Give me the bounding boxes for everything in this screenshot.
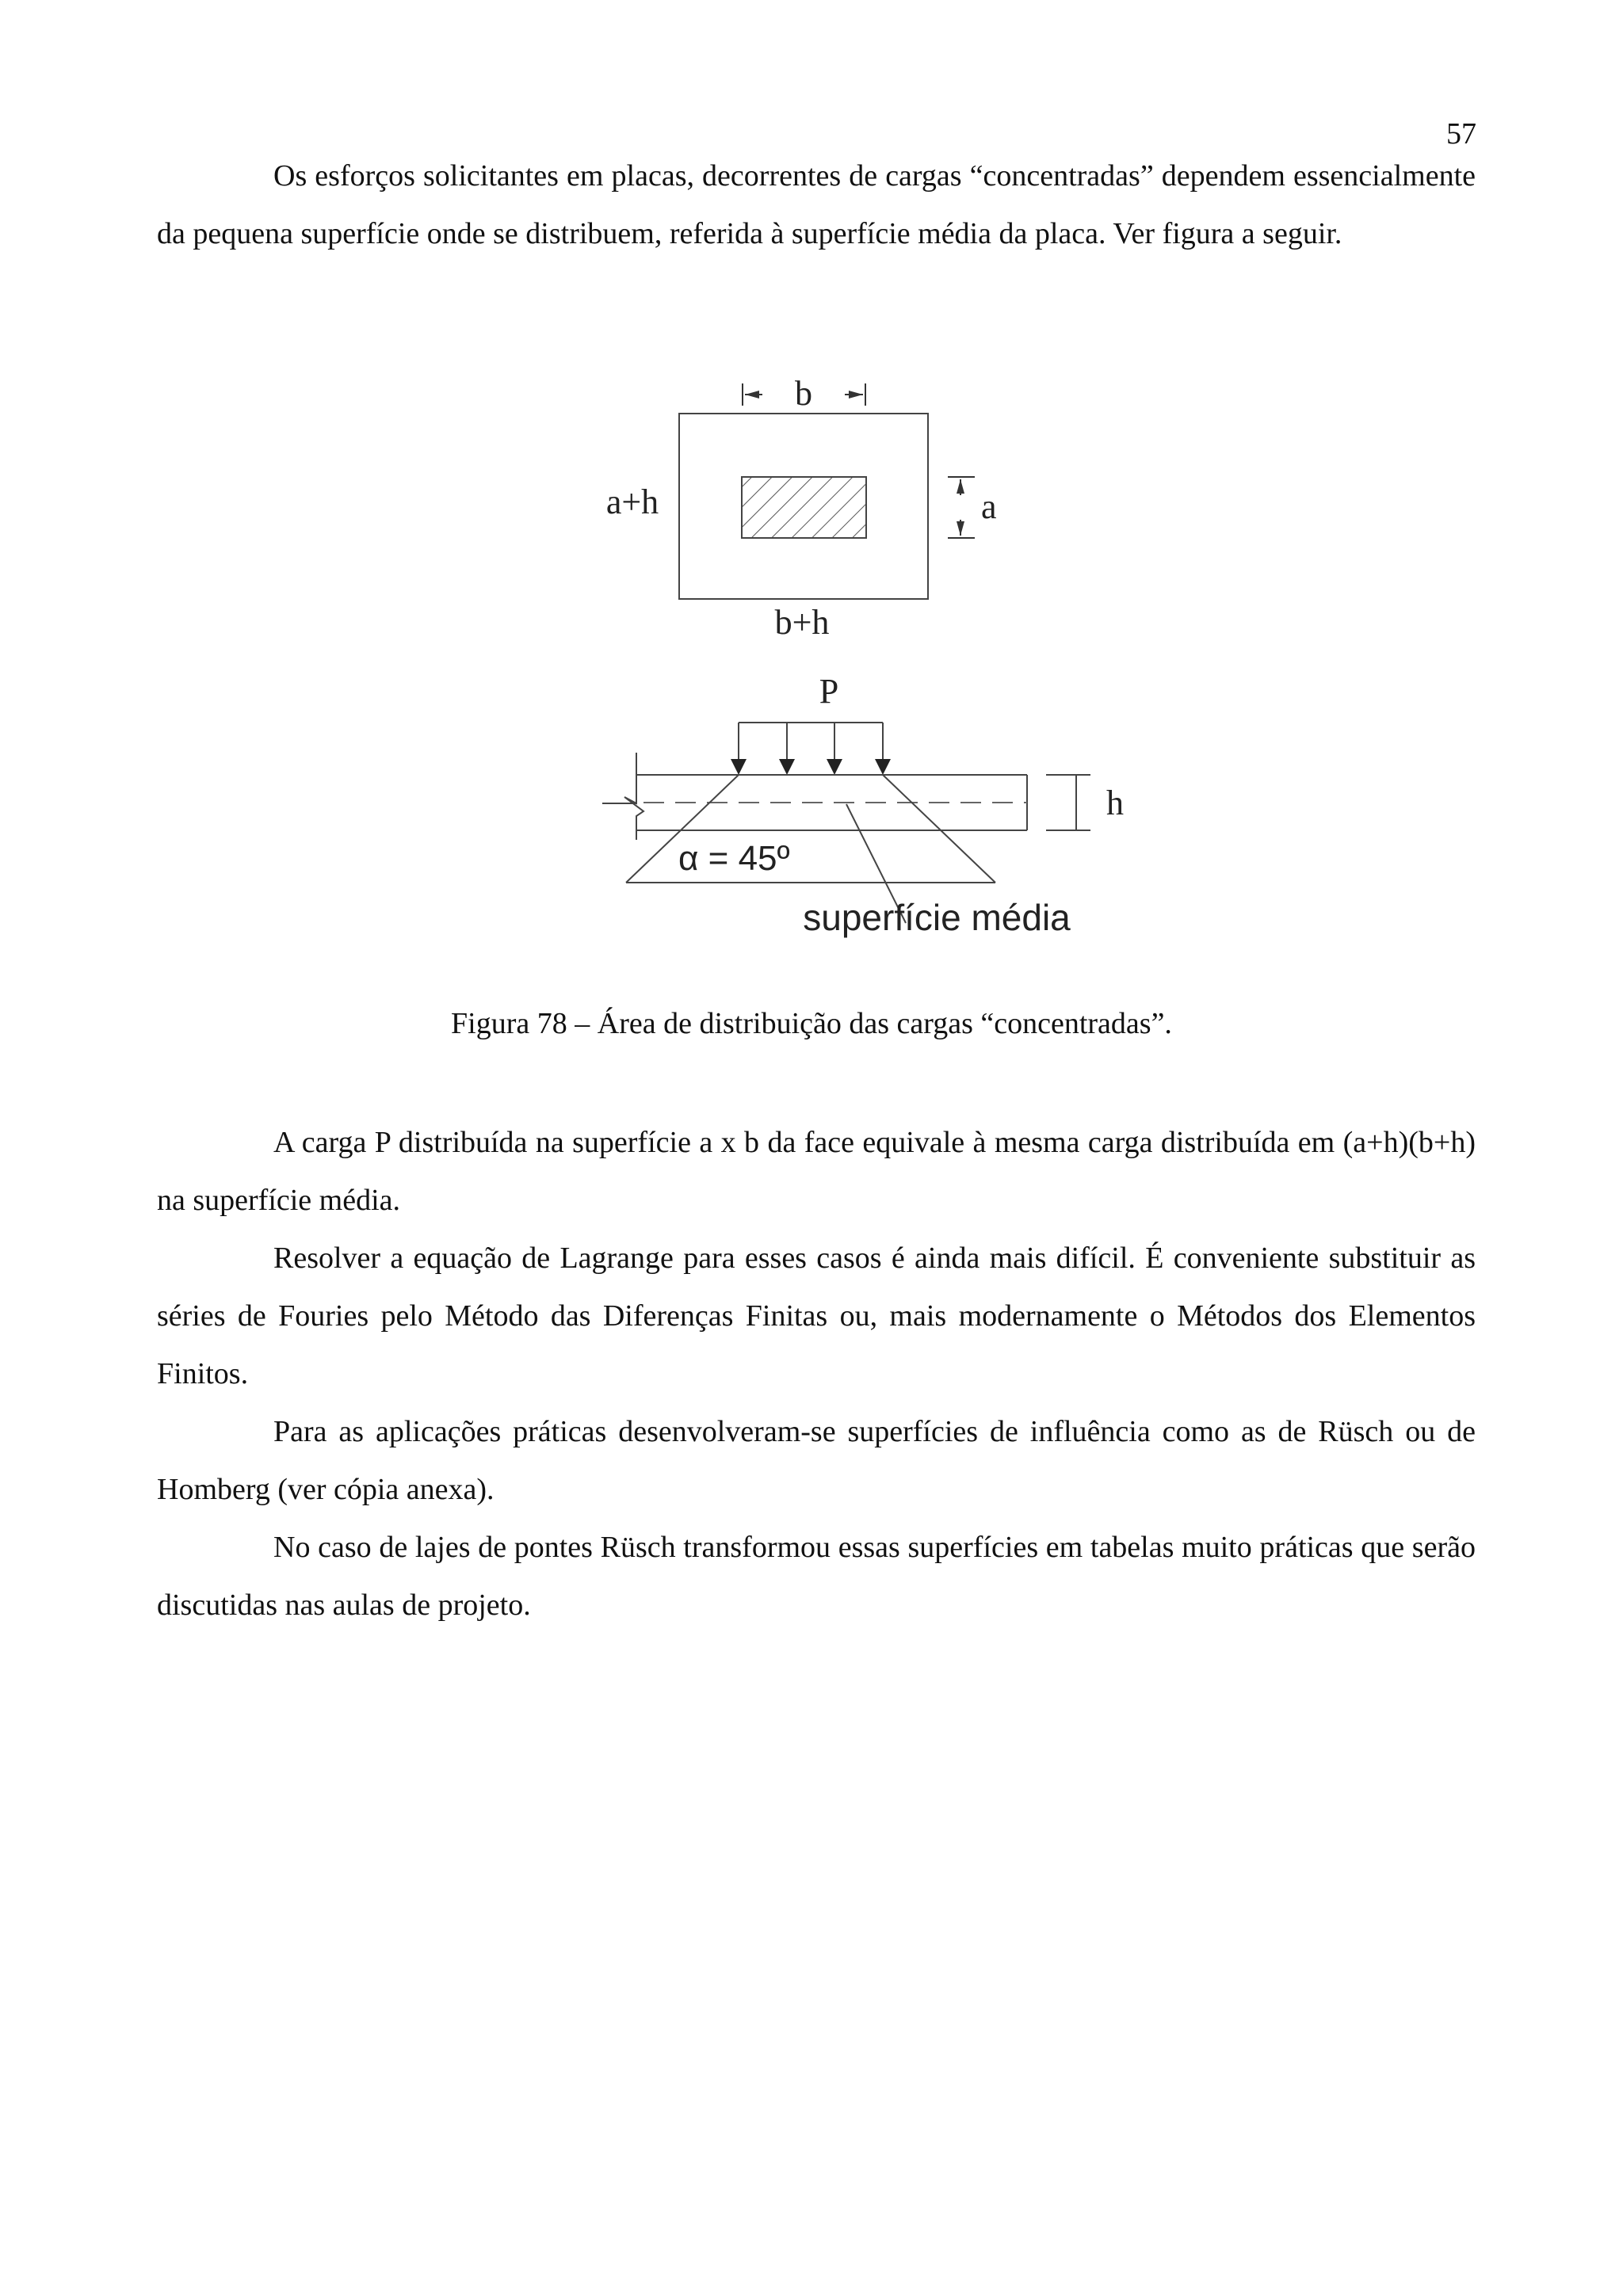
page-number: 57 [1446, 117, 1476, 151]
dimension-b [743, 374, 865, 413]
figure-caption: Figura 78 – Área de distribuição das cargas “concentradas”. [451, 1007, 1172, 1040]
label-alpha: α = 45º [678, 839, 790, 878]
label-a: a [981, 487, 997, 526]
intro-paragraph [157, 147, 1476, 263]
label-P: P [819, 672, 839, 711]
paragraph: No caso de lajes de pontes Rüsch transformou essas superfícies em tabelas muito práticas que serão discutidas nas aulas de projeto. [157, 1531, 1476, 1622]
dimension-a [948, 477, 997, 538]
label-b-plus-h: b+h [774, 603, 830, 642]
hatched-load-area [742, 477, 866, 538]
figure-drawing [0, 341, 1623, 959]
label-surface: superfície média [803, 897, 1071, 938]
dimension-h [1046, 775, 1124, 830]
paragraph: Os esforços solicitantes em placas, decorrentes de cargas “concentradas” dependem essencialmente da pequena superfície onde se distribuem, referida à superfície média da placa. Ver figura a seguir. [157, 159, 1476, 250]
label-b: b [795, 374, 812, 413]
figure-load-distribution [0, 341, 1623, 959]
label-h: h [1106, 784, 1124, 822]
slab-section [602, 753, 1027, 840]
label-a-plus-h: a+h [605, 482, 659, 521]
paragraph: Resolver a equação de Lagrange para esses casos é ainda mais difícil. É conveniente substituir as séries de Fouries pelo Método das Diferenças Finitas ou, mais modernamente o Métodos dos Elementos Finitos. [157, 1241, 1476, 1390]
body-paragraphs [157, 1114, 1476, 1634]
distributed-load [739, 723, 883, 773]
paragraph: Para as aplicações práticas desenvolveram-se superfícies de influência como as de Rüsch ou de Homberg (ver cópia anexa). [157, 1415, 1476, 1506]
paragraph: A carga P distribuída na superfície a x b da face equivale à mesma carga distribuída em (a+h)(b+h) na superfície média. [157, 1126, 1476, 1217]
